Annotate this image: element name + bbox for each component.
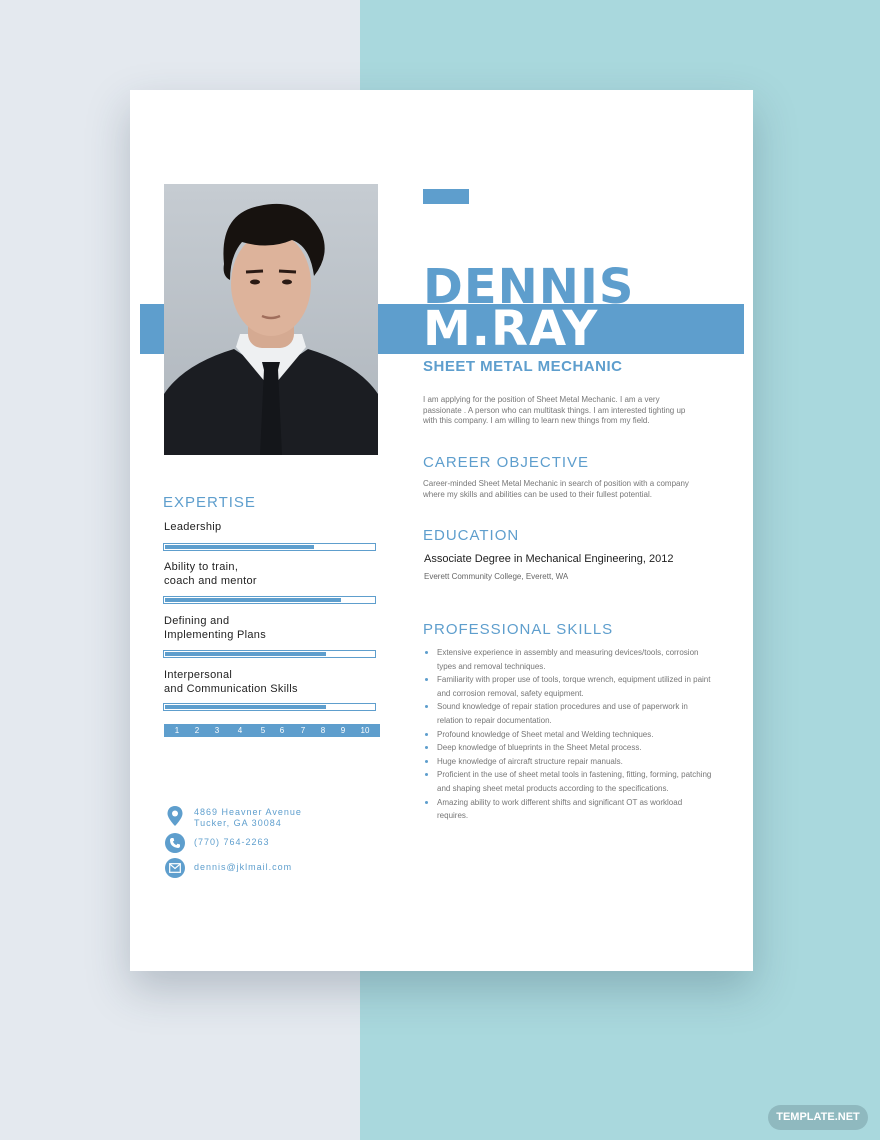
skill-scale: [164, 724, 380, 737]
expertise-skill-label: [164, 520, 221, 534]
expertise-skill-fill: [165, 598, 341, 602]
expertise-skill-bar: [163, 703, 376, 711]
education-heading: EDUCATION: [423, 527, 520, 544]
location-pin-icon: [165, 806, 185, 826]
expertise-skill-line1: Interpersonal: [164, 669, 233, 681]
expertise-skill-fill: [165, 545, 314, 549]
scale-tick-label: 2: [194, 726, 200, 735]
contact-phone: (770) 764-2263: [194, 837, 270, 847]
contact-address-line1: 4869 Heavner Avenue: [194, 807, 302, 817]
scale-tick-label: 9: [340, 726, 346, 735]
list-item: Amazing ability to work different shifts and significant OT as workload requires.: [423, 796, 713, 823]
profile-photo: [164, 184, 378, 455]
expertise-skill-bar: [163, 543, 376, 551]
expertise-skill-label: [164, 560, 257, 588]
scale-tick-label: 7: [300, 726, 306, 735]
professional-skills-list: [423, 646, 713, 823]
expertise-skill-bar: [163, 596, 376, 604]
expertise-skill-label: [164, 668, 298, 696]
list-item: Deep knowledge of blueprints in the Sheet Metal process.: [423, 741, 713, 755]
career-objective-heading: CAREER OBJECTIVE: [423, 454, 590, 471]
scale-tick-label: 5: [260, 726, 266, 735]
expertise-skill-line2: coach and mentor: [164, 575, 257, 587]
job-title: SHEET METAL MECHANIC: [423, 358, 623, 375]
education-school: Everett Community College, Everett, WA: [424, 572, 569, 581]
expertise-skill-line2: Implementing Plans: [164, 629, 267, 641]
accent-bar: [423, 189, 469, 204]
expertise-heading: EXPERTISE: [163, 494, 256, 511]
expertise-skill-fill: [165, 705, 326, 709]
career-objective-text: Career-minded Sheet Metal Mechanic in search of position with a company where my skills and abilities can be used to their fullest potential.: [423, 479, 689, 499]
contact-email: dennis@jklmail.com: [194, 862, 293, 872]
expertise-skill-line1: Ability to train,: [164, 561, 239, 573]
expertise-skill-line2: and Communication Skills: [164, 683, 298, 695]
list-item: Huge knowledge of aircraft structure repair manuals.: [423, 755, 713, 769]
list-item: Proficient in the use of sheet metal tools in fastening, fitting, forming, patching and shaping sheet metal products according to the specifications.: [423, 768, 713, 795]
expertise-skill-line1: Leadership: [164, 521, 222, 533]
last-name: M.RAY: [423, 301, 599, 357]
education-degree: Associate Degree in Mechanical Engineering, 2012: [424, 553, 674, 565]
list-item: Sound knowledge of repair station procedures and use of paperwork in relation to repair documentation.: [423, 700, 713, 727]
expertise-skill-bar: [163, 650, 376, 658]
list-item: Profound knowledge of Sheet metal and Welding techniques.: [423, 728, 713, 742]
resume-page: [130, 90, 753, 971]
scale-tick-label: 8: [320, 726, 326, 735]
expertise-skill-label: [164, 614, 266, 642]
expertise-skill-fill: [165, 652, 326, 656]
list-item: Familiarity with proper use of tools, torque wrench, equipment utilized in paint and corrosion removal, safety equipment.: [423, 673, 713, 700]
scale-tick-label: 6: [279, 726, 285, 735]
scale-tick-label: 1: [174, 726, 180, 735]
contact-address-line2: Tucker, GA 30084: [194, 818, 282, 828]
person-illustration: [164, 184, 378, 455]
list-item: Extensive experience in assembly and measuring devices/tools, corrosion types and removal techniques.: [423, 646, 713, 673]
watermark-badge: TEMPLATE.NET: [768, 1105, 868, 1130]
scale-tick-label: 3: [214, 726, 220, 735]
professional-skills-heading: PROFESSIONAL SKILLS: [423, 621, 614, 638]
intro-text: I am applying for the position of Sheet Metal Mechanic. I am a very passionate . A person who can multitask things. I am interested tighting up with this company. I am willing to learn new things from my field.: [423, 395, 686, 425]
scale-tick-label: 10: [360, 726, 370, 735]
contact-address: [194, 807, 302, 829]
mail-icon: [165, 858, 185, 878]
scale-tick-label: 4: [237, 726, 243, 735]
expertise-skill-line1: Defining and: [164, 615, 230, 627]
first-name: DENNIS: [423, 259, 635, 315]
phone-icon: [165, 833, 185, 853]
